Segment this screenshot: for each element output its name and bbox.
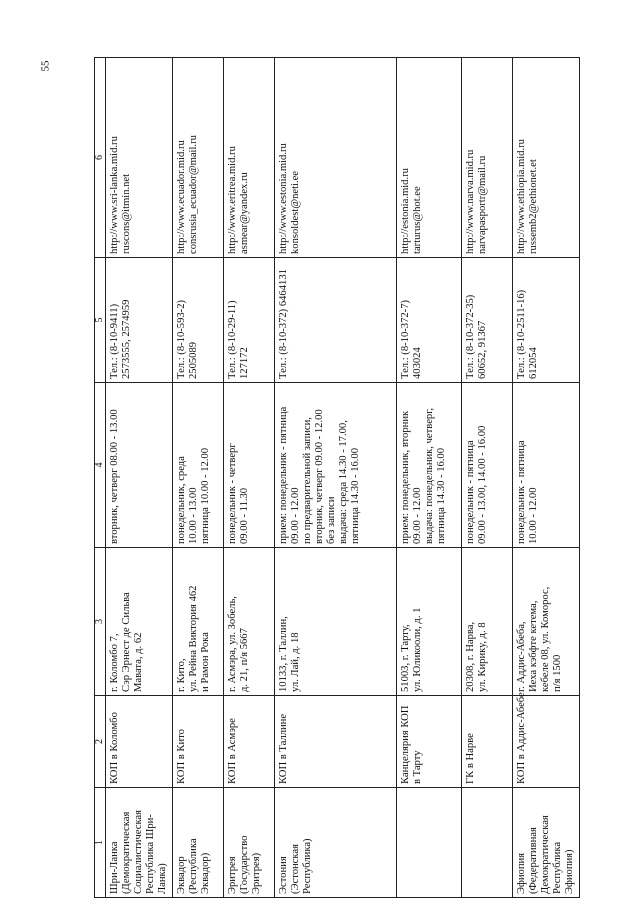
table-row (397, 58, 462, 898)
address-line: д. 21, п/я 5667 (239, 628, 250, 692)
phone-line: 2573555, 2574959 (121, 299, 132, 379)
hours-line: прием: понедельник, вторник (400, 410, 411, 544)
hours-line: вторник, четверг 09.00 - 12.00 (314, 409, 325, 544)
country-line: Республика (552, 841, 563, 894)
country-line: (Федеративная (528, 827, 539, 894)
contacts-line: http://www.eritrea.mid.ru (227, 146, 238, 254)
cell-contacts (106, 58, 173, 258)
office-line: КОП в Коломбо (109, 712, 120, 784)
hours-line: выдача: понедельник, четверг, (424, 408, 435, 544)
phone-line: Тел.: (8-10-9411) (109, 303, 120, 379)
table-row (224, 58, 275, 898)
phone-line: Тел.: (8-10-372) 6464131 (278, 269, 289, 379)
hours-line: понедельник - пятница (516, 440, 527, 544)
contacts-line: consrusia_ecuador@mail.ru (188, 135, 199, 254)
page-number: 55 (39, 60, 52, 72)
hours-line: 09.00 - 13.00, 14.00 - 16.00 (477, 425, 488, 544)
col-number: 2 (95, 696, 106, 788)
address-line: Иеха кэбфте кетема, (528, 600, 539, 692)
contacts-line: http://www.estonia.mid.ru (278, 143, 289, 254)
address-line: г. Аддис-Абеба, (516, 621, 527, 692)
address-line: ул. Лай, д. 18 (290, 632, 301, 692)
country-line: (Государство (239, 835, 250, 894)
address-line: и Рамон Рока (200, 632, 211, 692)
cell-office (224, 696, 275, 788)
hours-line: 09.00 - 12.00 (412, 487, 423, 544)
country-line: (Эстонская (290, 844, 301, 894)
cell-country (513, 788, 580, 898)
contacts-line: ruscons@itmin.net (121, 173, 132, 254)
address-line: ул. Кирику, д. 8 (477, 622, 488, 692)
cell-contacts (275, 58, 397, 258)
office-line: КОП в Таллине (278, 713, 289, 784)
hours-line: понедельник, среда (176, 456, 187, 544)
cell-country (106, 788, 173, 898)
country-line: Эквадор (176, 856, 187, 894)
phone-line: 403024 (412, 347, 423, 379)
cell-country (173, 788, 224, 898)
hours-line: по предварительной записи, (302, 417, 313, 544)
hours-line: прием: понедельник - пятница (278, 406, 289, 544)
cell-country (397, 788, 462, 898)
hours-line: пятница 14.30 - 16.00 (350, 447, 361, 544)
cell-hours (106, 383, 173, 548)
office-line: КОП в Асмэре (227, 718, 238, 784)
cell-office (106, 696, 173, 788)
address-line: ул. Юликооли, д. 1 (412, 607, 423, 692)
rotated-table-wrapper (94, 58, 575, 898)
cell-office (513, 692, 580, 788)
phone-line: Тел.: (8-10-593-2) (176, 299, 187, 379)
office-line: Канцелярия КОП (400, 705, 411, 784)
address-line: кебеле 08, ул. Коморос, (540, 586, 551, 692)
cell-contacts (173, 58, 224, 258)
cell-office (275, 696, 397, 788)
cell-phone (513, 258, 580, 383)
column-number-row (95, 58, 106, 898)
office-line: ГК в Нарве (465, 733, 476, 784)
address-line: 10133, г. Таллин, (278, 616, 289, 692)
table-row (275, 58, 397, 898)
hours-line: пятница 10.00 - 12.00 (200, 447, 211, 544)
country-line: Эстония (278, 856, 289, 894)
col-number: 6 (95, 58, 106, 258)
address-line: ул. Рейна Виктория 462 (188, 585, 199, 692)
col-number: 5 (95, 258, 106, 383)
country-line: Демократическая (540, 815, 551, 894)
country-line: Эфиопия (516, 852, 527, 894)
hours-line: понедельник - пятница (465, 440, 476, 544)
cell-contacts (462, 58, 513, 258)
cell-contacts (224, 58, 275, 258)
cell-hours (224, 383, 275, 548)
cell-address (513, 548, 580, 696)
cell-address (275, 548, 397, 696)
country-line: Социалистическая (133, 809, 144, 894)
cell-address (173, 548, 224, 696)
cell-hours (513, 383, 580, 548)
country-line: (Республика (188, 838, 199, 894)
cell-address (397, 548, 462, 696)
country-line: Республика Шри- (145, 814, 156, 894)
table-row (173, 58, 224, 898)
phone-line: Тел.: (8-10-372-35) (465, 294, 476, 379)
hours-line: вторник, четверг 08.00 - 13.00 (109, 409, 120, 544)
contacts-line: russemb2@ethionet.et (528, 159, 539, 254)
cell-country (462, 788, 513, 898)
office-line: КОП в Кито (176, 729, 187, 784)
cell-phone (397, 258, 462, 383)
cell-hours (173, 383, 224, 548)
hours-line: 09.00 - 11.30 (239, 487, 250, 544)
country-line: Ланка) (157, 863, 168, 894)
contacts-line: konsoldest@neti.ee (290, 170, 301, 254)
cell-phone (106, 258, 173, 383)
cell-office (462, 696, 513, 788)
country-line: Эритрея (227, 856, 238, 894)
cell-hours (275, 383, 397, 548)
cell-office (397, 696, 462, 788)
col-number: 3 (95, 548, 106, 696)
table-row (462, 58, 513, 898)
office-line: в Тарту (412, 750, 423, 784)
cell-country (275, 788, 397, 898)
hours-line: 09.00 - 12.00 (290, 487, 301, 544)
phone-line: 2505089 (188, 341, 199, 379)
cell-country (224, 788, 275, 898)
phone-line: 60652, 91367 (477, 320, 488, 379)
country-line: Эритрея) (251, 852, 262, 894)
hours-line: 10.00 - 13.00 (188, 487, 199, 544)
office-line: КОП в Аддис-Абебе (516, 692, 527, 784)
cell-address (224, 548, 275, 696)
table-row (513, 58, 580, 898)
address-line: г. Коломбо 7, (109, 633, 120, 692)
contacts-line: http://www.narva.mid.ru (465, 149, 476, 254)
address-line: Сэр Эрнест де Сильва (121, 592, 132, 692)
hours-line: без записи (326, 496, 337, 544)
hours-line: 10.00 - 12.00 (528, 487, 539, 544)
address-line: г. Асмэра, ул. Зобель, (227, 596, 238, 692)
contacts-line: http://www.sri-lanka.mid.ru (109, 136, 120, 254)
cell-hours (397, 383, 462, 548)
phone-line: 127172 (239, 347, 250, 379)
country-line: Эквадор) (200, 852, 211, 894)
contacts-line: http://estonia.mid.ru (400, 168, 411, 254)
address-line: г. Кито, (176, 658, 187, 692)
phone-line: Тел.: (8-10-29-11) (227, 300, 238, 379)
cell-contacts (513, 58, 580, 258)
cell-phone (173, 258, 224, 383)
cell-phone (462, 258, 513, 383)
country-line: Республика) (302, 838, 313, 894)
phone-line: Тел.: (8-10-2511-16) (516, 289, 527, 379)
cell-phone (275, 258, 397, 383)
address-line: Мавата, д. 62 (133, 632, 144, 692)
country-line: Шри-Ланка (109, 841, 120, 894)
contacts-line: tarturus@hot.ee (412, 186, 423, 254)
cell-contacts (397, 58, 462, 258)
cell-office (173, 696, 224, 788)
country-line: (Демократическая (121, 811, 132, 894)
address-line: 51003, г. Тарту, (400, 624, 411, 692)
address-line: п/я 1500 (552, 654, 563, 692)
col-number: 1 (95, 788, 106, 898)
col-number: 4 (95, 383, 106, 548)
country-line: Эфиопия) (564, 849, 575, 894)
hours-line: выдача: среда 14.30 - 17.00, (338, 420, 349, 544)
cell-phone (224, 258, 275, 383)
hours-line: пятница 14.30 - 16.00 (436, 447, 447, 544)
contacts-line: narvapasportr@mail.ru (477, 155, 488, 254)
hours-line: понедельник - четверг (227, 443, 238, 544)
contacts-line: http://www.ecuador.mid.ru (176, 140, 187, 254)
cell-address (106, 548, 173, 696)
cell-hours (462, 383, 513, 548)
contacts-line: http://www.ethiopia.mid.ru (516, 139, 527, 254)
table-row (106, 58, 173, 898)
phone-line: 612054 (528, 347, 539, 379)
contacts-line: asmear@yandex.ru (239, 172, 250, 254)
cell-address (462, 548, 513, 696)
phone-line: Тел.: (8-10-372-7) (400, 299, 411, 379)
consular-offices-table (94, 57, 580, 898)
address-line: 20308, г. Нарва, (465, 621, 476, 692)
